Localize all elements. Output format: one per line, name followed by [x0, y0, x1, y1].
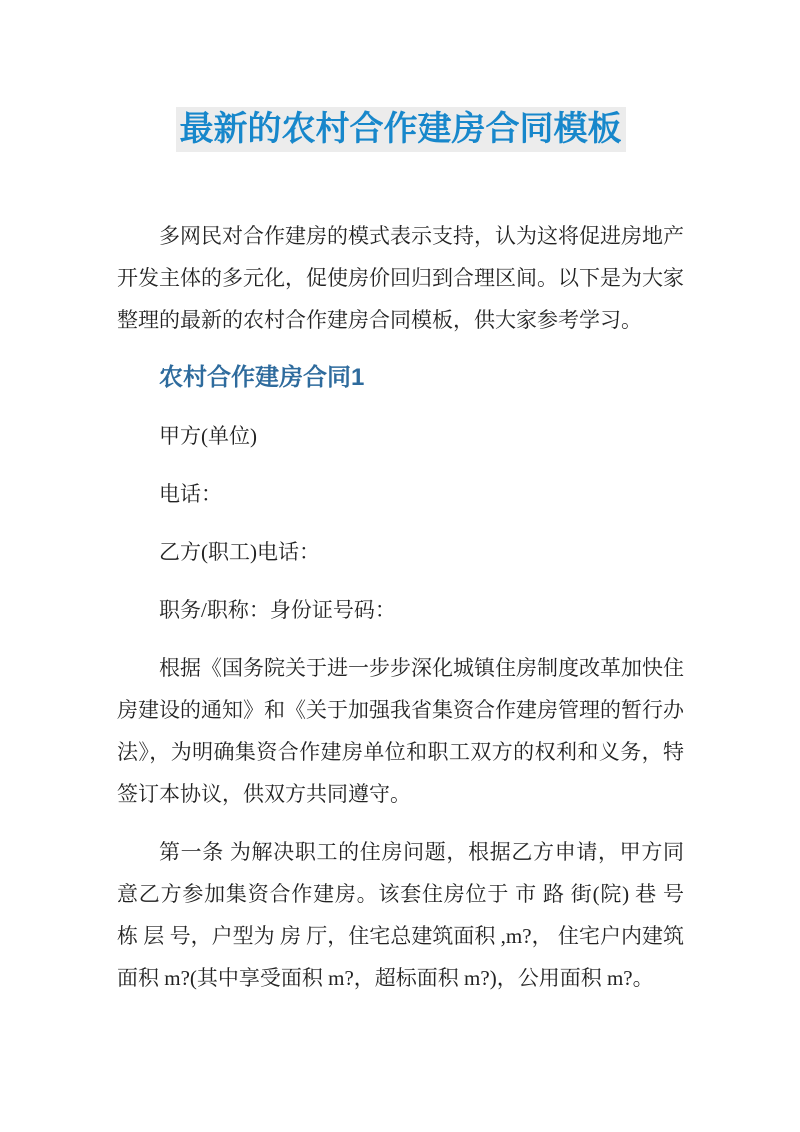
party-a-line: 甲方(单位)	[159, 424, 257, 448]
job-title-id-line: 职务/职称：身份证号码：	[159, 598, 396, 622]
document-title-row	[117, 107, 684, 158]
legal-basis-paragraph: 根据《国务院关于进一步步深化城镇住房制度改革加快住房建设的通知》和《关于加强我省集资合作建房管理的暂行办法》，为明确集资合作建房单位和职工双方的权利和义务，特签订本协议，供双方共同遵守。	[117, 656, 684, 806]
contract-section-heading: 农村合作建房合同1	[159, 364, 365, 391]
document-content	[117, 0, 684, 999]
intro-paragraph: 多网民对合作建房的模式表示支持，认为这将促进房地产开发主体的多元化，促使房价回归到合理区间。以下是为大家整理的最新的农村合作建房合同模板，供大家参考学习。	[117, 224, 684, 332]
party-b-phone-line: 乙方(职工)电话：	[159, 540, 320, 564]
party-a-phone-line: 电话：	[159, 482, 222, 506]
article-1-paragraph: 第一条 为解决职工的住房问题，根据乙方申请，甲方同意乙方参加集资合作建房。该套住房位于 市 路 街(院) 巷 号 栋 层 号，户型为 房 厅，住宅总建筑面积 ,m?， 住宅户内建筑面积 m?(其中享受面积 m?，超标面积 m?)，公用面积 m?。	[117, 840, 684, 990]
document-title: 最新的农村合作建房合同模板	[176, 107, 626, 152]
document-body	[117, 215, 684, 999]
